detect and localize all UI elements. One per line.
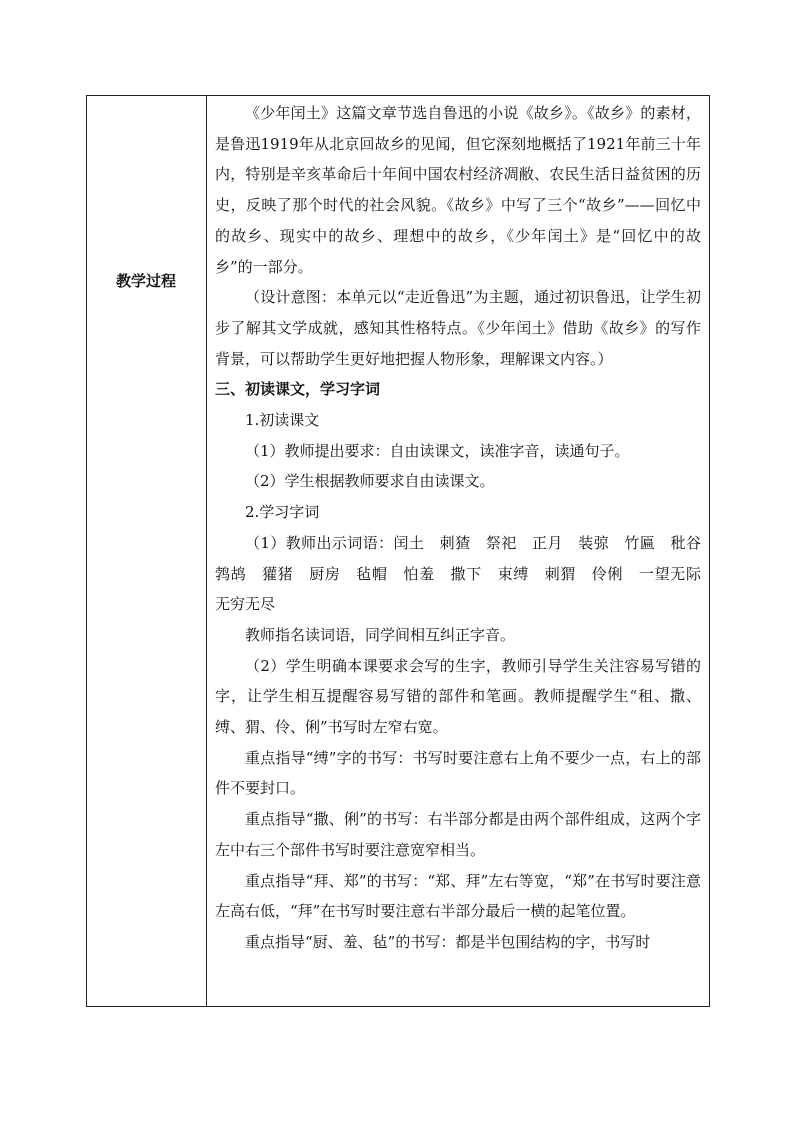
step-heading-read: 1.初读课文 (245, 411, 320, 430)
lesson-table (86, 95, 717, 1007)
lesson-content (207, 96, 717, 958)
table-row (87, 96, 710, 1007)
step-item: （2）学生明确本课要求会写的生字，教师引导学生关注容易写错的字，让学生相互提醒容易写错的部件和笔画。教师提醒学生“租、撒、缚、猬、伶、俐”书写时左窄右宽。 (215, 656, 701, 737)
section-label: 教学过程 (115, 272, 176, 290)
paragraph-background: 《少年闰土》这篇文章节选自鲁迅的小说《故乡》。《故乡》的素材，是鲁迅1919年从北京回故乡的见闻，但它深刻地概括了1921年前三十年内，特别是辛亥革命后十年间中国农村经济凋敝、农民生活日益贫困的历史，反映了那个时代的社会风貌。《故乡》中写了三个“故乡”——回忆中的故乡、现实中的故乡、理想中的故乡，《少年闰土》是“回忆中的故乡”的一部分。 (215, 104, 701, 276)
writing-guidance: 重点指导“厨、羞、毡”的书写：都是半包围结构的字，书写时 (245, 932, 651, 951)
step-item: （1）教师提出要求：自由读课文，读准字音，读通句子。 (245, 441, 630, 460)
paragraph-design-intent: （设计意图：本单元以“走近鲁迅”为主题，通过初识鲁迅，让学生初步了解其文学成就，感知其性格特点。《少年闰土》借助《故乡》的写作背景，可以帮助学生更好地把握人物形象，理解课文内容。） (215, 288, 701, 368)
step-item: （2）学生根据教师要求自由读课文。 (245, 472, 495, 491)
label-cell (87, 96, 207, 1007)
vocabulary-list: （1）教师出示词语：闰土 刺猹 祭祀 正月 装弶 竹匾 秕谷 鹁鸪 獾猪 厨房 毡帽 怕羞 撒下 束缚 刺猬 伶俐 一望无际 无穷无尽 (215, 533, 717, 614)
writing-guidance: 重点指导“撒、俐”的书写：右半部分都是由两个部件组成，这两个字左中右三个部件书写时要注意宽窄相当。 (215, 810, 701, 859)
step-heading-words: 2.学习字词 (245, 503, 320, 522)
section-heading: 三、初读课文，学习字词 (215, 380, 381, 399)
content-cell (207, 96, 717, 1007)
writing-guidance: 重点指导“缚”字的书写：书写时要注意右上角不要少一点，右上的部件不要封口。 (215, 748, 701, 798)
step-item: 教师指名读词语，同学间相互纠正字音。 (245, 625, 516, 644)
writing-guidance: 重点指导“拜、郑”的书写：“郑、拜”左右等宽，“郑”在书写时要注意左高右低，“拜”在书写时要注意右半部分最后一横的起笔位置。 (215, 871, 701, 921)
